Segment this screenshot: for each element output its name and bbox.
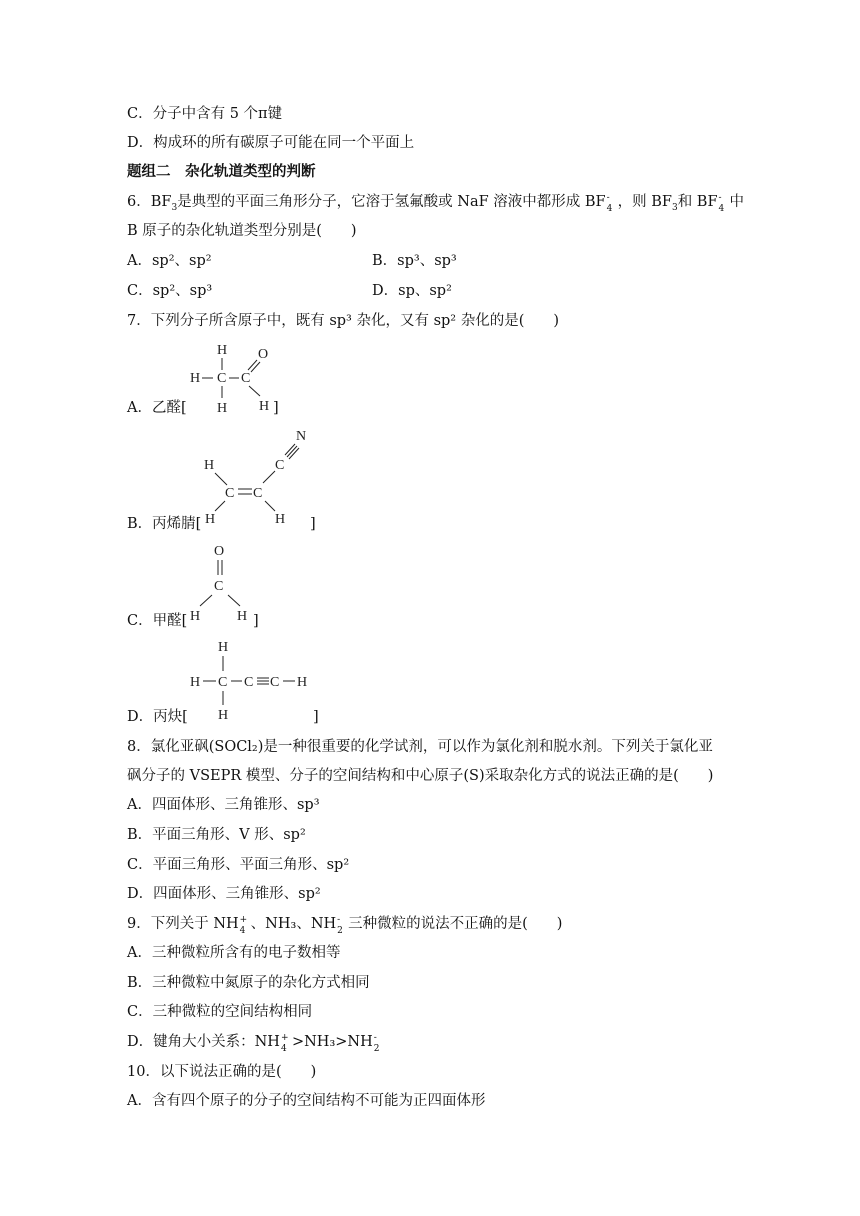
question-6-stem: 6．$BF_3$是典型的平面三角形分子，它溶于氢氟酸或 NaF 溶液中都形成 BF - 4 ，则 $BF_3$和 BF - 4 中 [127, 193, 745, 214]
q8-option-a: A．四面体形、三角锥形、sp³ [127, 797, 320, 813]
svg-text:H: H [204, 458, 215, 473]
svg-text:H: H [297, 675, 308, 690]
q8-option-b: B．平面三角形、V 形、sp² [127, 827, 306, 843]
question-8-stem: 8．氯化亚砜(SOCl₂)是一种很重要的化学试剂，可以作为氯化剂和脱水剂。下列关于氯化亚 [127, 739, 713, 755]
option-c-q5: C．分子中含有 5 个π键 [127, 106, 283, 122]
svg-text:C: C [214, 579, 224, 594]
svg-text:N: N [296, 429, 307, 444]
question-7-stem: 7．下列分子所含原子中，既有 sp³ 杂化，又有 sp² 杂化的是( ) [127, 313, 560, 329]
q7d-close-bracket: ] [313, 709, 319, 725]
q7b-close-bracket: ] [310, 516, 316, 532]
question-10-stem: 10．以下说法正确的是( ) [127, 1064, 317, 1080]
svg-text:H: H [190, 609, 201, 624]
q7-option-c: C．甲醛[ [127, 613, 188, 629]
q6-option-c: C．sp²、sp³ [127, 283, 213, 299]
q10-option-a: A．含有四个原子的分子的空间结构不可能为正四面体形 [127, 1093, 486, 1109]
q8-option-c: C．平面三角形、平面三角形、sp² [127, 857, 350, 873]
svg-text:H: H [259, 399, 270, 414]
svg-text:C: C [270, 675, 280, 690]
q6-option-a: A．sp²、sp² [127, 253, 212, 269]
q9-option-b: B．三种微粒中氮原子的杂化方式相同 [127, 975, 370, 991]
svg-text:C: C [253, 486, 263, 501]
q7c-close-bracket: ] [253, 613, 259, 629]
q9-option-c: C．三种微粒的空间结构相同 [127, 1004, 313, 1020]
svg-text:H: H [275, 512, 286, 527]
q7a-close-bracket: ] [273, 400, 279, 416]
q7-option-d: D．丙炔[ [127, 709, 188, 725]
q6-option-b: B．sp³、sp³ [372, 253, 457, 269]
q9-option-a: A．三种微粒所含有的电子数相等 [127, 945, 341, 961]
svg-text:C: C [241, 371, 251, 386]
svg-text:H: H [217, 401, 228, 416]
acrylonitrile-structure [195, 425, 325, 530]
section-heading: 题组二 杂化轨道类型的判断 [127, 164, 316, 180]
svg-text:H: H [190, 675, 201, 690]
propyne-structure [185, 635, 325, 725]
svg-text:C: C [275, 458, 285, 473]
svg-text:O: O [258, 347, 269, 362]
svg-text:O: O [214, 544, 225, 559]
q8-option-d: D．四面体形、三角锥形、sp² [127, 886, 321, 902]
svg-text:C: C [244, 675, 254, 690]
question-9-stem: 9．下列关于 NH + 4 、NH₃、NH - 2 三种微粒的说法不正确的是( ) [127, 915, 563, 936]
svg-text:H: H [205, 512, 216, 527]
question-8-stem-cont: 砜分子的 VSEPR 模型、分子的空间结构和中心原子(S)采取杂化方式的说法正确的是( ) [127, 768, 714, 784]
q7-option-a: A．乙醛[ [127, 400, 187, 416]
q9-option-d: D．键角大小关系：NH + 4 >NH₃>NH - 2 [127, 1033, 380, 1054]
svg-text:C: C [217, 371, 227, 386]
question-6-stem-cont: B 原子的杂化轨道类型分别是( ) [127, 223, 357, 239]
svg-text:C: C [218, 675, 228, 690]
svg-text:C: C [225, 486, 235, 501]
svg-text:H: H [218, 640, 229, 655]
svg-text:H: H [237, 609, 248, 624]
q7-option-b: B．丙烯腈[ [127, 516, 202, 532]
q6-option-d: D．sp、sp² [372, 283, 452, 299]
svg-text:H: H [218, 708, 229, 723]
svg-text:H: H [190, 371, 201, 386]
svg-text:H: H [217, 343, 228, 358]
option-d-q5: D．构成环的所有碳原子可能在同一个平面上 [127, 135, 415, 151]
